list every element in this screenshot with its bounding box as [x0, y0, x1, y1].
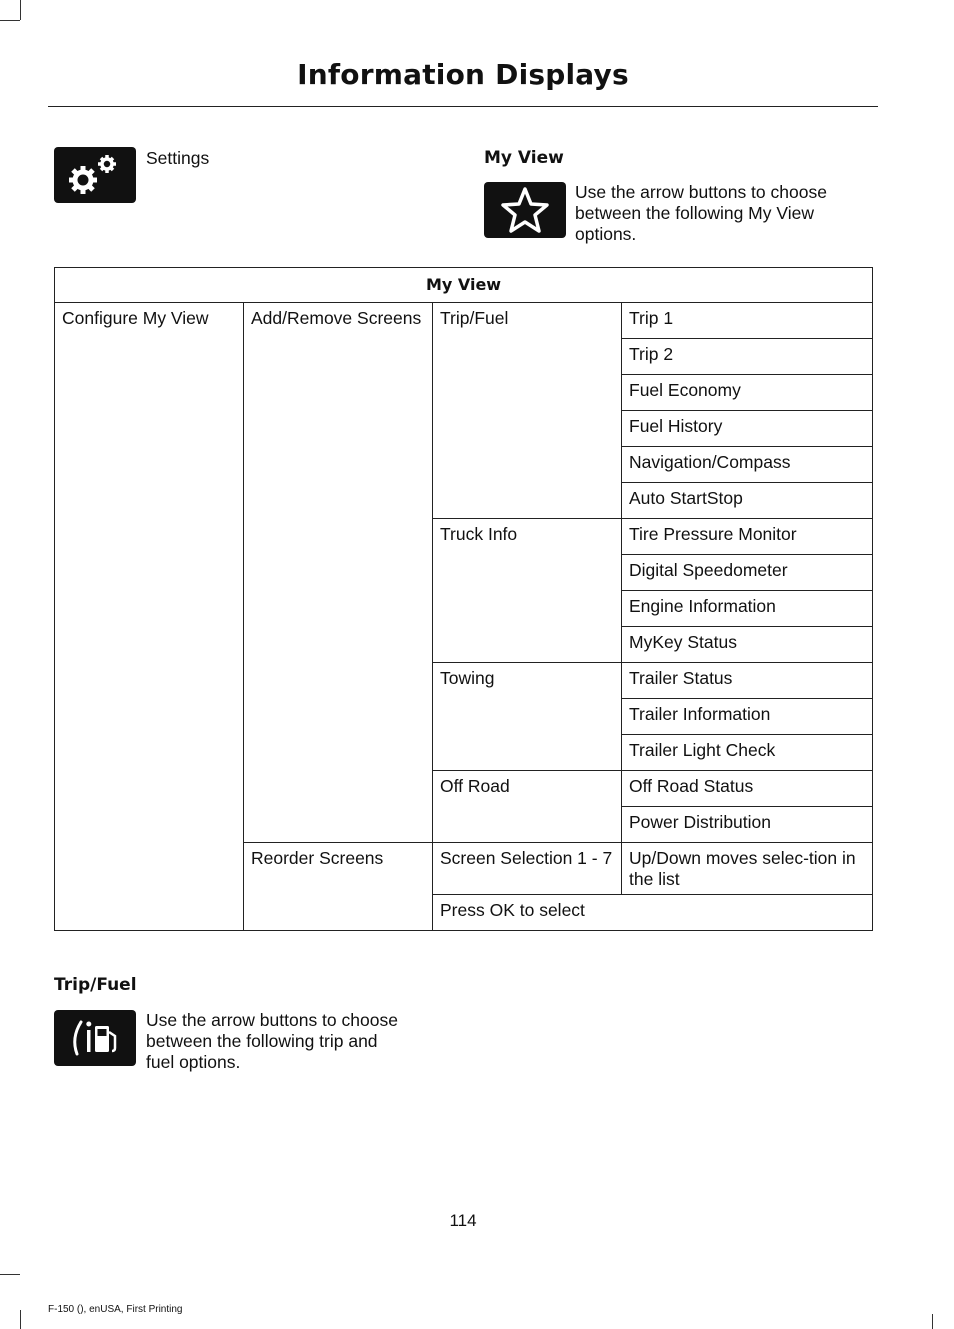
table-item: Trip 1: [622, 303, 873, 339]
table-item: Trailer Status: [622, 663, 873, 699]
description-line: options.: [575, 224, 637, 244]
settings-label: Settings: [146, 148, 210, 168]
table-item: Trailer Light Check: [622, 735, 873, 771]
description-line: fuel options.: [146, 1052, 241, 1072]
group-truck-info: Truck Info: [433, 519, 622, 663]
crop-mark: [20, 1310, 21, 1329]
table-item: Power Distribution: [622, 807, 873, 843]
description-line: Use the arrow buttons to choose: [146, 1010, 398, 1030]
crop-mark: [0, 1274, 20, 1275]
page-number: 114: [449, 1211, 477, 1230]
table-item: Fuel History: [622, 411, 873, 447]
trip-fuel-heading: Trip/Fuel: [54, 975, 137, 995]
title-divider: [48, 106, 878, 107]
reorder-screens-cell: Reorder Screens: [244, 843, 433, 931]
add-remove-screens-cell: Add/Remove Screens: [244, 303, 433, 843]
crop-mark: [20, 0, 21, 20]
description-line: Use the arrow buttons to choose: [575, 182, 827, 202]
table-item: Off Road Status: [622, 771, 873, 807]
fuel-info-icon: [54, 1010, 136, 1066]
my-view-heading: My View: [484, 148, 564, 168]
table-item: Tire Pressure Monitor: [622, 519, 873, 555]
configure-my-view-cell: Configure My View: [55, 303, 244, 931]
star-icon: [484, 182, 566, 238]
table-item: Auto StartStop: [622, 483, 873, 519]
table-item: Trip 2: [622, 339, 873, 375]
gears-icon: [54, 147, 136, 203]
up-down-cell: Up/Down moves selec-tion in the list: [622, 843, 873, 895]
press-ok-cell: Press OK to select: [433, 895, 873, 931]
description-line: between the following trip and: [146, 1031, 378, 1051]
table-item: Engine Information: [622, 591, 873, 627]
screen-selection-cell: Screen Selection 1 - 7: [433, 843, 622, 895]
my-view-description: [575, 182, 827, 245]
print-footer: F-150 (), enUSA, First Printing: [48, 1304, 183, 1315]
group-off-road: Off Road: [433, 771, 622, 843]
my-view-table: [54, 267, 873, 931]
crop-mark: [932, 1314, 933, 1329]
crop-mark: [0, 20, 20, 21]
table-item: MyKey Status: [622, 627, 873, 663]
table-item: Trailer Information: [622, 699, 873, 735]
table-item: Navigation/Compass: [622, 447, 873, 483]
group-towing: Towing: [433, 663, 622, 771]
description-line: between the following My View: [575, 203, 814, 223]
trip-fuel-description: [146, 1010, 398, 1073]
table-item: Fuel Economy: [622, 375, 873, 411]
group-trip-fuel: Trip/Fuel: [433, 303, 622, 519]
page-title: Information Displays: [297, 58, 629, 91]
table-title: My View: [55, 268, 873, 303]
table-item: Digital Speedometer: [622, 555, 873, 591]
